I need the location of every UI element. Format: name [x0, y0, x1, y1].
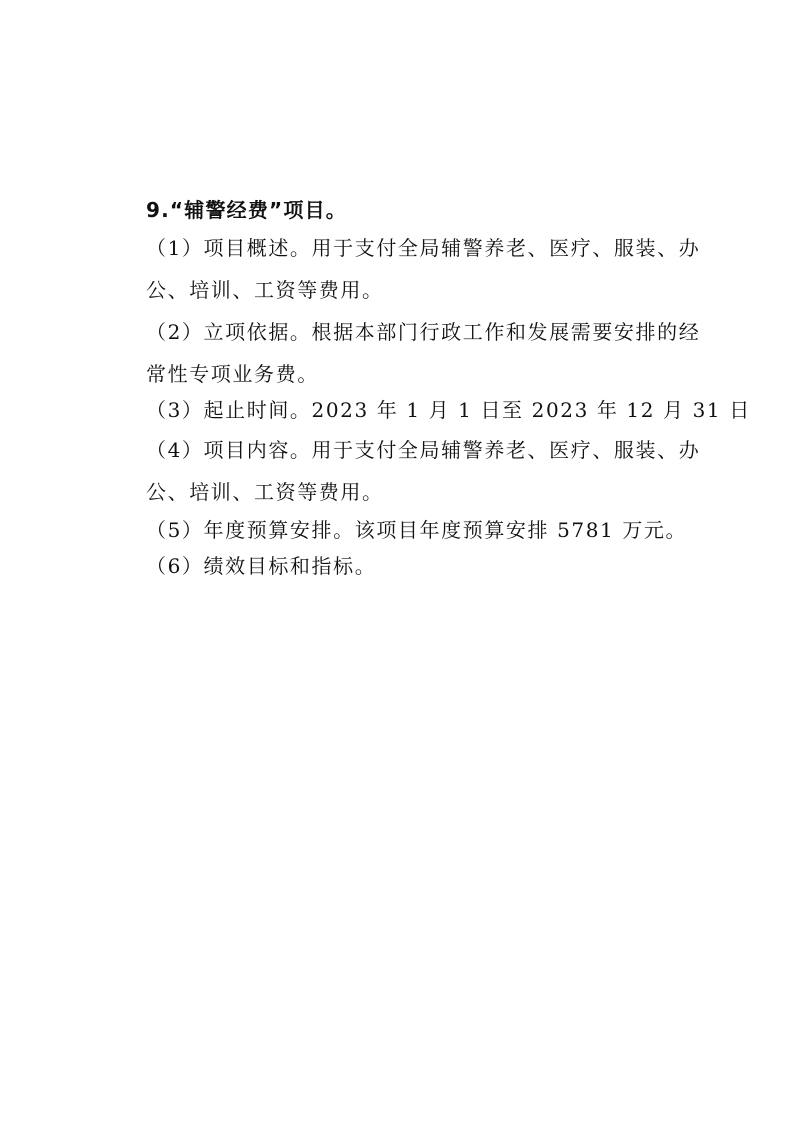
paragraph-line-overview: （1）项目概述。用于支付全局辅警养老、医疗、服装、办 [146, 236, 701, 260]
paragraph-line-content-cont: 公、培训、工资等费用。 [146, 480, 384, 504]
section-heading: 9.“辅警经费”项目。 [146, 198, 348, 222]
paragraph-line-basis-cont: 常性专项业务费。 [146, 362, 319, 386]
paragraph-line-content: （4）项目内容。用于支付全局辅警养老、医疗、服装、办 [146, 438, 701, 462]
paragraph-line-period: （3）起止时间。2023 年 1 月 1 日至 2023 年 12 月 31 日 [146, 398, 751, 422]
paragraph-line-basis: （2）立项依据。根据本部门行政工作和发展需要安排的经 [146, 320, 701, 344]
paragraph-line-overview-cont: 公、培训、工资等费用。 [146, 278, 384, 302]
paragraph-line-targets: （6）绩效目标和指标。 [146, 554, 377, 578]
paragraph-line-budget: （5）年度预算安排。该项目年度预算安排 5781 万元。 [146, 518, 688, 542]
